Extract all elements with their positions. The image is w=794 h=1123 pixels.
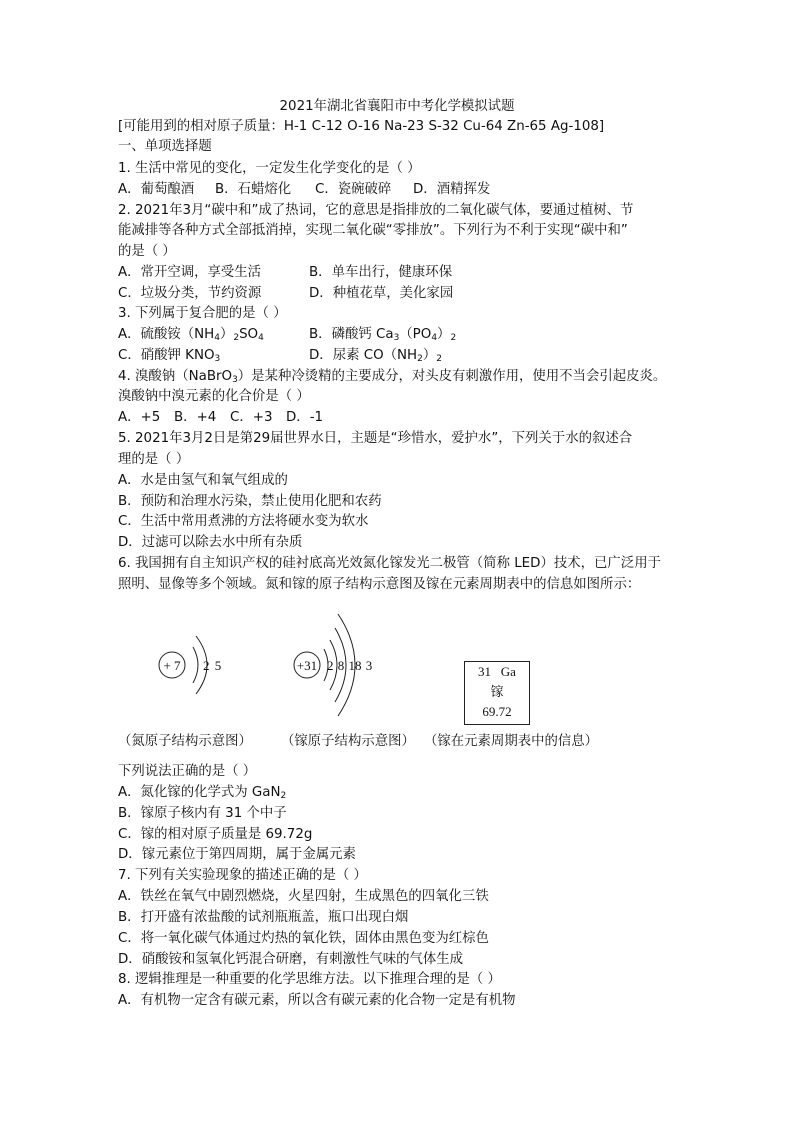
q4-options	[118, 409, 323, 428]
q2-option-d: D．种植花草，美化家园	[309, 286, 454, 301]
q5-option-d: D．过滤可以除去水中所有杂质	[118, 535, 303, 550]
q8-option-a: A．有机物一定含有碳元素，所以含有碳元素的化合物一定是有机物	[118, 993, 516, 1008]
q4-line1: 4. 溴酸钠（NaBrO$_3$）是某种冷烫精的主要成分，对头皮有刺激作用，使用不当会引起皮炎。	[118, 369, 667, 385]
caption-nitrogen: （氮原子结构示意图）	[118, 734, 252, 749]
q4-option-b: B．+4	[174, 410, 217, 425]
q5-option-c: C．生活中常用煮沸的方法将硬水变为软水	[118, 514, 369, 529]
q2-options-row1	[118, 264, 452, 283]
q3-stem: 3. 下列属于复合肥的是（ ）	[118, 306, 287, 321]
q6-option-d: D．镓元素位于第四周期，属于金属元素	[118, 847, 356, 862]
q4-option-a: A．+5	[118, 410, 161, 425]
q3-option-c: C．硝酸钾 $KNO_3$	[118, 348, 221, 364]
q6-option-b: B．镓原子核内有 31 个中子	[118, 806, 287, 821]
q1-option-a: A．葡萄酿酒	[118, 182, 195, 197]
q2-options-row2	[118, 285, 453, 304]
q6-option-c: C．镓的相对原子质量是 69.72g	[118, 827, 313, 842]
q5-line2: 理的是（ ）	[118, 452, 190, 467]
q2-option-a: A．常开空调，享受生活	[118, 265, 262, 280]
q7-option-a: A．铁丝在氧气中剧烈燃烧，火星四射，生成黑色的四氧化三铁	[118, 889, 489, 904]
element-symbol: Ga	[500, 664, 516, 679]
q7-option-d: D．硝酸铵和氢氧化钙混合研磨，有刺激性气味的气体生成	[118, 952, 464, 967]
q8-stem: 8. 逻辑推理是一种重要的化学思维方法。以下推理合理的是（ ）	[118, 972, 501, 987]
periodic-table-cell-gallium	[464, 661, 530, 725]
q3-options-row2	[118, 347, 442, 366]
q6-line2: 照明、显像等多个领域。氮和镓的原子结构示意图及镓在元素周期表中的信息如图所示：	[118, 577, 641, 592]
q1-stem: 1. 生活中常见的变化，一定发生化学变化的是（ ）	[118, 161, 421, 176]
q3-option-a: A．硫酸铵$(NH_4)_2SO_4$	[118, 327, 264, 343]
q1-option-b: B．石蜡熔化	[215, 182, 292, 197]
caption-periodic-info: （镓在元素周期表中的信息）	[424, 734, 599, 749]
element-atomic-number: 31	[478, 664, 492, 679]
q7-option-b: B．打开盛有浓盐酸的试剂瓶瓶盖，瓶口出现白烟	[118, 910, 409, 925]
caption-gallium: （镓原子结构示意图）	[281, 734, 415, 749]
q2-line2: 能减排等各种方式全部抵消掉，实现二氧化碳“零排放”。下列行为不利于实现“碳中和”	[118, 223, 628, 238]
q3-option-b: B．磷酸钙 $Ca_3(PO_4)_2$	[309, 327, 457, 343]
q6-line1: 6. 我国拥有自主知识产权的硅衬底高光效氮化镓发光二极管（简称 LED）技术，已广泛用于	[118, 556, 661, 571]
nitrogen-electron-counts: 2 5	[203, 658, 222, 673]
q7-option-c: C．将一氧化碳气体通过灼热的氧化铁，固体由黑色变为红棕色	[118, 931, 489, 946]
q3-options-row1	[118, 326, 456, 345]
section-heading: 一、单项选择题	[118, 139, 212, 154]
q1-option-c: C．瓷碗破碎	[315, 182, 392, 197]
q2-option-b: B．单车出行，健康环保	[309, 265, 453, 280]
gallium-electron-counts: 2 8 18 3	[327, 658, 373, 673]
element-name: 镓	[490, 684, 504, 699]
element-mass: 69.72	[482, 704, 512, 719]
q6-stem: 下列说法正确的是（ ）	[118, 764, 257, 779]
q2-line1: 2. 2021年3月“碳中和”成了热词，它的意思是指排放的二氧化碳气体，要通过植树、节	[118, 203, 634, 218]
q6-option-a: A．氮化镓的化学式为 GaN$_2$	[118, 785, 287, 801]
q3-option-d: D．尿素 $CO(NH_2)_2$	[309, 348, 442, 364]
gallium-nucleus-label: +31	[296, 658, 318, 673]
q7-stem: 7. 下列有关实验现象的描述正确的是（ ）	[118, 868, 367, 883]
q5-line1: 5. 2021年3月2日是第29届世界水日，主题是“珍惜水，爱护水”，下列关于水的叙述合	[118, 431, 633, 446]
nitrogen-nucleus-label: + 7	[163, 658, 181, 673]
q5-option-b: B．预防和治理水污染，禁止使用化肥和农药	[118, 494, 382, 509]
q4-option-d: D．-1	[286, 410, 324, 425]
nitrogen-shell-arc-1	[193, 647, 198, 683]
page-title: 2021年湖北省襄阳市中考化学模拟试题	[279, 99, 515, 114]
q4-option-c: C．+3	[230, 410, 273, 425]
q2-option-c: C．垃圾分类，节约资源	[118, 286, 262, 301]
q1-options	[118, 181, 490, 200]
q4-line2: 溴酸钠中溴元素的化合价是（ ）	[118, 389, 310, 404]
atomic-mass-note: [可能用到的相对原子质量：H-1 C-12 O-16 Na-23 S-32 Cu-64 Zn-65 Ag-108]	[118, 119, 605, 134]
element-number-symbol-row	[465, 662, 529, 682]
q1-option-d: D．酒精挥发	[413, 182, 491, 197]
q2-line3: 的是（ ）	[118, 244, 176, 259]
q5-option-a: A．水是由氢气和氧气组成的	[118, 473, 288, 488]
